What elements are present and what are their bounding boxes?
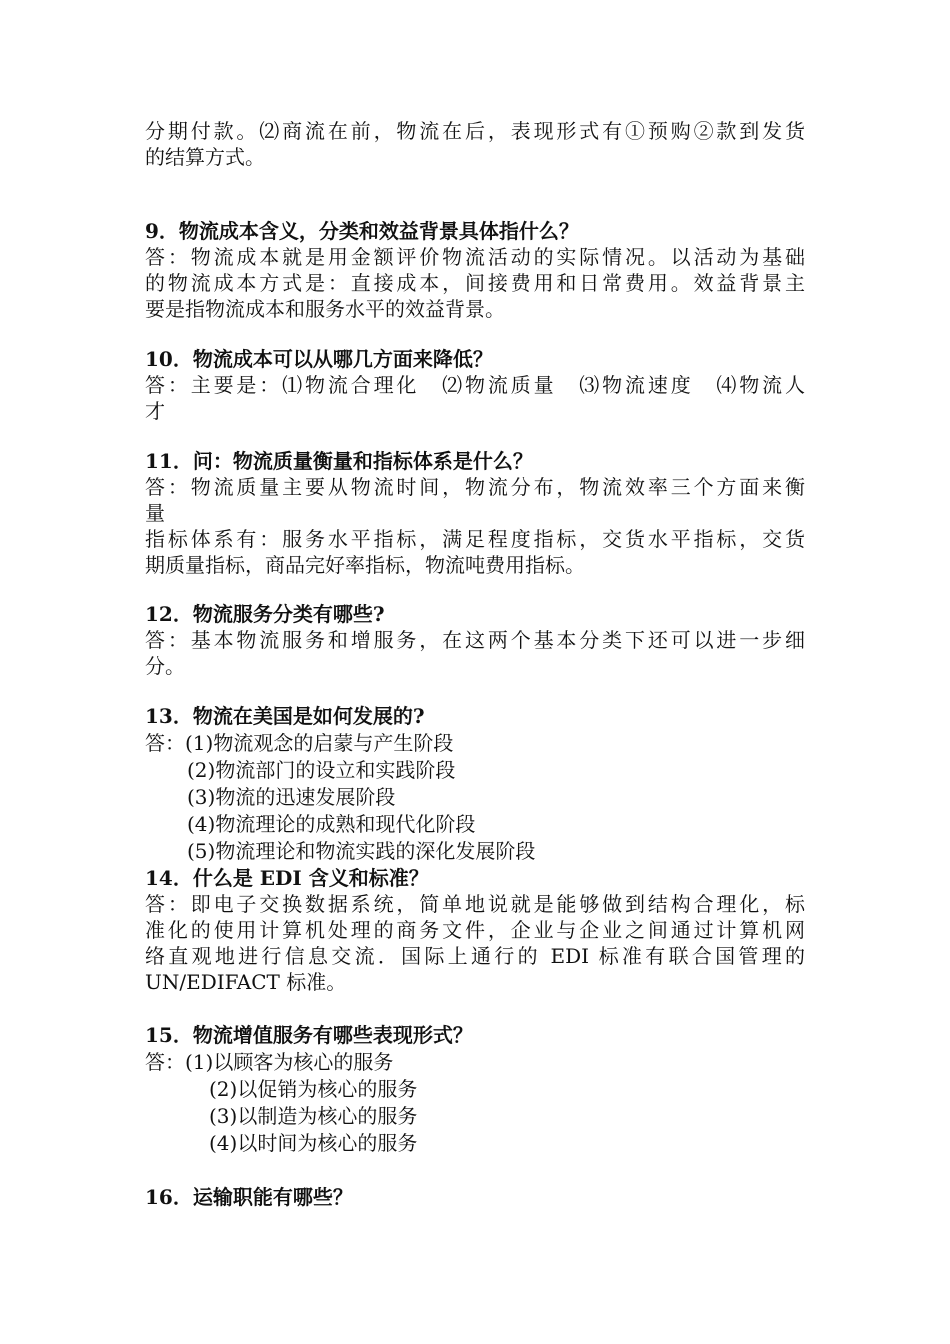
question-12-heading: 12．物流服务分类有哪些? xyxy=(145,602,385,626)
answer-13-item-1: 答：(1)物流观念的启蒙与产生阶段 xyxy=(145,731,454,755)
answer-13-item-3: (3)物流的迅速发展阶段 xyxy=(187,785,396,809)
answer-14-line-3: 络直观地进行信息交流．国际上通行的 EDI 标准有联合国管理的 xyxy=(145,944,805,968)
answer-12-line-2: 分。 xyxy=(145,654,185,678)
answer-15-item-1: 答：(1)以顾客为核心的服务 xyxy=(145,1050,394,1074)
answer-11-line-3: 指标体系有：服务水平指标，满足程度指标，交货水平指标，交货 xyxy=(145,527,805,551)
answer-14-line-1: 答：即电子交换数据系统，简单地说就是能够做到结构合理化，标 xyxy=(145,892,805,916)
answer-11-line-4: 期质量指标，商品完好率指标，物流吨费用指标。 xyxy=(145,553,585,577)
answer-13-item-4: (4)物流理论的成熟和现代化阶段 xyxy=(187,812,476,836)
question-13-heading: 13．物流在美国是如何发展的? xyxy=(145,704,425,728)
answer-11-line-1: 答：物流质量主要从物流时间，物流分布，物流效率三个方面来衡 xyxy=(145,475,805,499)
answer-9-line-3: 要是指物流成本和服务水平的效益背景。 xyxy=(145,297,505,321)
answer-15-item-2: (2)以促销为核心的服务 xyxy=(209,1077,418,1101)
answer-9-line-1: 答：物流成本就是用金额评价物流活动的实际情况。以活动为基础 xyxy=(145,245,805,269)
answer-12-line-1: 答：基本物流服务和增服务，在这两个基本分类下还可以进一步细 xyxy=(145,628,805,652)
answer-14-line-4: UN/EDIFACT 标准。 xyxy=(145,970,347,994)
answer-13-item-5: (5)物流理论和物流实践的深化发展阶段 xyxy=(187,839,536,863)
question-10-heading: 10．物流成本可以从哪几方面来降低？ xyxy=(145,347,493,371)
intro-line-1: 分期付款。⑵商流在前，物流在后，表现形式有①预购②款到发货 xyxy=(145,119,805,143)
question-15-heading: 15．物流增值服务有哪些表现形式？ xyxy=(145,1023,473,1047)
question-14-heading: 14．什么是 EDI 含义和标准？ xyxy=(145,866,429,890)
answer-11-line-2: 量 xyxy=(145,501,165,525)
answer-10-line-2: 才 xyxy=(145,399,165,423)
answer-9-line-2: 的物流成本方式是：直接成本，间接费用和日常费用。效益背景主 xyxy=(145,271,805,295)
question-9-heading: 9．物流成本含义，分类和效益背景具体指什么？ xyxy=(145,219,579,243)
question-16-heading: 16．运输职能有哪些？ xyxy=(145,1185,353,1209)
answer-14-line-2: 准化的使用计算机处理的商务文件，企业与企业之间通过计算机网 xyxy=(145,918,805,942)
answer-15-item-4: (4)以时间为核心的服务 xyxy=(209,1131,418,1155)
intro-line-2: 的结算方式。 xyxy=(145,145,265,169)
answer-15-item-3: (3)以制造为核心的服务 xyxy=(209,1104,418,1128)
answer-10-line-1: 答：主要是：⑴物流合理化 ⑵物流质量 ⑶物流速度 ⑷物流人 xyxy=(145,373,805,397)
question-11-heading: 11．问：物流质量衡量和指标体系是什么？ xyxy=(145,449,533,473)
answer-13-item-2: (2)物流部门的设立和实践阶段 xyxy=(187,758,456,782)
